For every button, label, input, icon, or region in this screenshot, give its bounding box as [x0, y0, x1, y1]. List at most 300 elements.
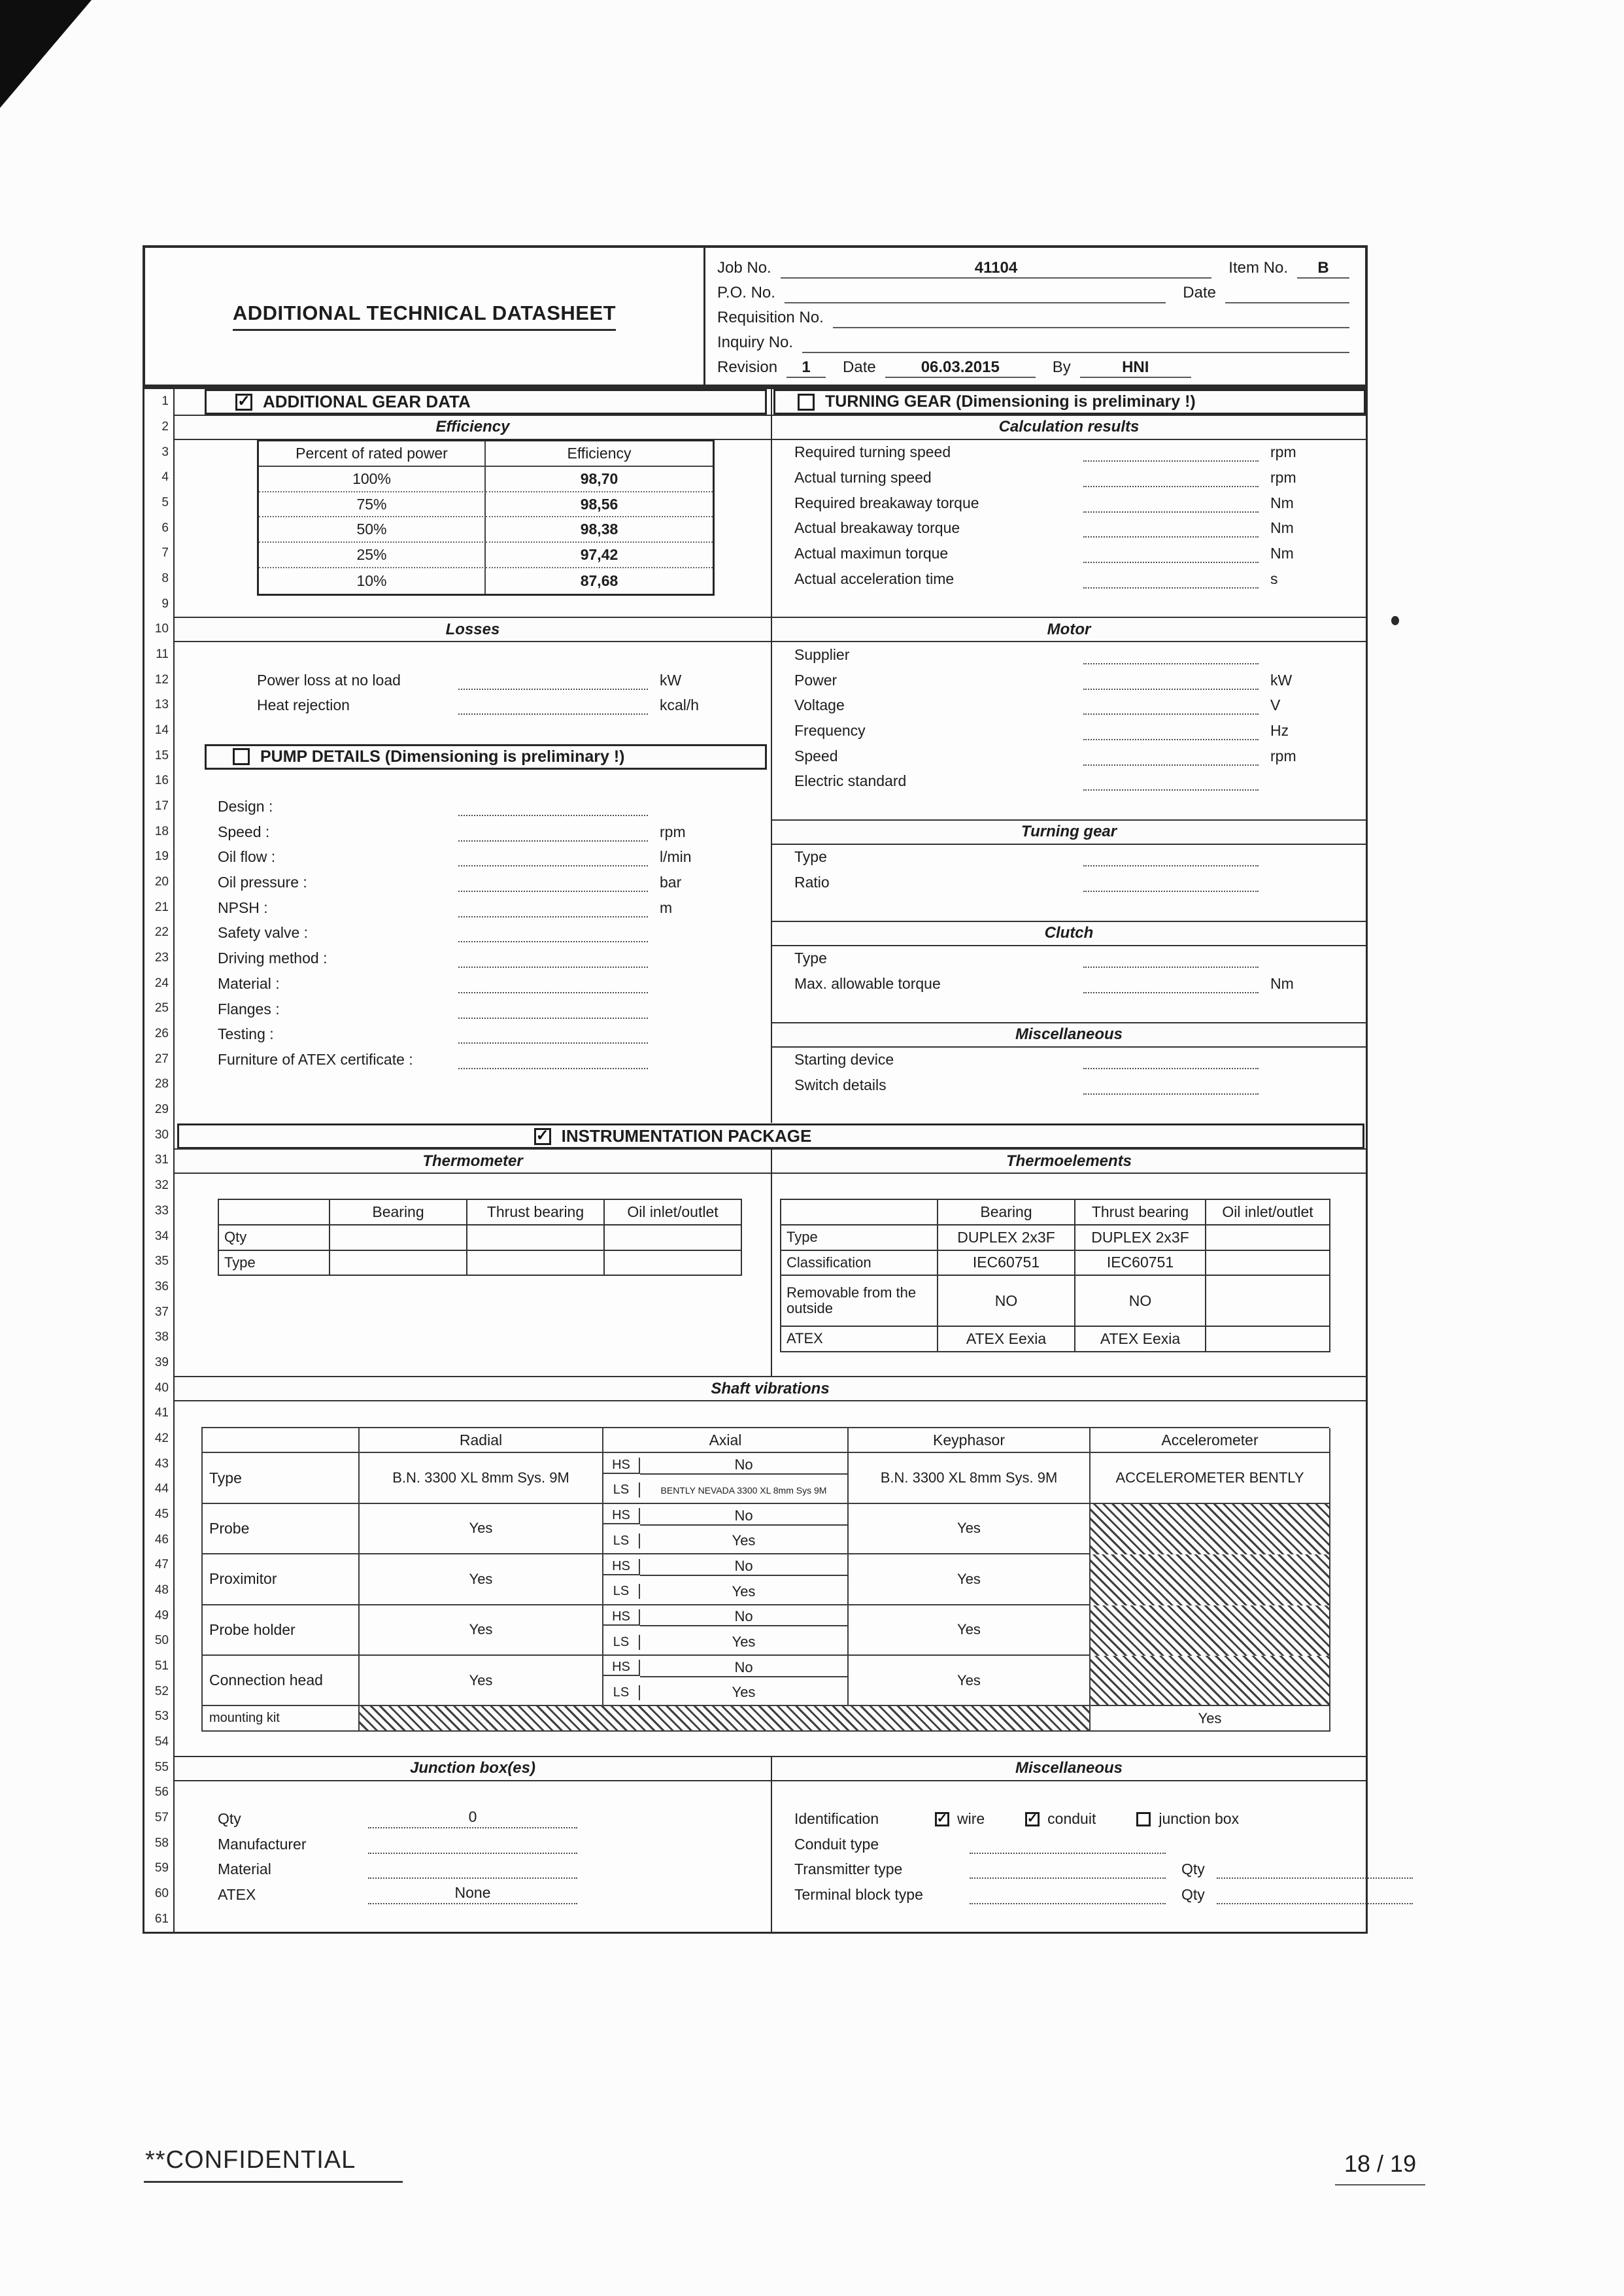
- field-line: [368, 1835, 577, 1854]
- row-number: 13: [154, 698, 169, 712]
- row-number: 34: [154, 1229, 169, 1243]
- axial-hs-label: HS: [603, 1660, 640, 1676]
- axial-ls-label: LS: [603, 1584, 640, 1599]
- field-label: Furniture of ATEX certificate :: [218, 1050, 413, 1068]
- table-column-header: Oil inlet/outlet: [1206, 1200, 1330, 1225]
- table-cell: IEC60751: [1075, 1251, 1206, 1277]
- row-number: 37: [154, 1305, 169, 1319]
- table-column-header: Bearing: [330, 1200, 467, 1225]
- shaft-column-header: Axial: [603, 1428, 849, 1454]
- shaft-column-header: Radial: [360, 1428, 603, 1454]
- table-cell: [1206, 1276, 1330, 1326]
- axial-ls-value: Yes: [732, 1583, 756, 1600]
- form-field-row: [218, 819, 771, 845]
- table-cell: NO: [1075, 1276, 1206, 1326]
- form-field-row: [794, 718, 1366, 744]
- scan-corner-artifact: [0, 0, 92, 108]
- axial-hs-value: No: [640, 1456, 847, 1475]
- row-number: 33: [154, 1203, 169, 1218]
- axial-ls-label: LS: [603, 1635, 640, 1650]
- field-line: [1083, 468, 1259, 487]
- efficiency-value-cell: 97,42: [486, 543, 713, 568]
- axial-hs-value: No: [640, 1507, 847, 1526]
- identification-option: [1136, 1810, 1239, 1828]
- efficiency-table: [257, 439, 715, 595]
- row-number: 8: [161, 572, 169, 586]
- miscellaneous-bottom-heading: Miscellaneous: [772, 1756, 1366, 1781]
- shaft-accelerometer-cell: Yes: [1091, 1706, 1330, 1732]
- by-value: HNI: [1122, 358, 1149, 376]
- document-header: [143, 245, 1368, 387]
- item-no-line: [1297, 259, 1349, 279]
- form-field-row: [794, 1072, 1366, 1098]
- losses-heading: Losses: [175, 617, 771, 642]
- axial-ls-value: Yes: [732, 1634, 756, 1651]
- efficiency-value-cell: 98,70: [486, 467, 713, 492]
- field-unit: Nm: [1270, 974, 1294, 992]
- row-number: 4: [161, 470, 169, 485]
- row-number: 41: [154, 1406, 169, 1420]
- field-label: Manufacturer: [218, 1835, 307, 1853]
- field-line: [458, 797, 648, 816]
- table-corner-cell: [219, 1200, 330, 1225]
- field-line: [1083, 772, 1259, 791]
- date-label: Date: [1183, 284, 1216, 301]
- row-number: 56: [154, 1785, 169, 1800]
- axial-hs-value: No: [640, 1608, 847, 1626]
- field-unit: rpm: [1270, 747, 1296, 764]
- table-cell: DUPLEX 2x3F: [938, 1225, 1075, 1251]
- field-label: Oil flow :: [218, 848, 276, 866]
- field-label: Actual maximun torque: [794, 544, 949, 562]
- thermometer-table: [218, 1199, 742, 1276]
- table-row-label: Classification: [781, 1251, 938, 1277]
- thermometer-heading: Thermometer: [175, 1148, 771, 1174]
- inquiry-no-line: [802, 334, 1349, 353]
- field-unit: Nm: [1270, 519, 1294, 537]
- row-number: 15: [154, 748, 169, 762]
- row-number: 22: [154, 925, 169, 940]
- junction-box-checkbox-icon: [1136, 1812, 1151, 1826]
- axial-hs-value: No: [640, 1659, 847, 1677]
- field-label: Qty: [218, 1810, 241, 1828]
- row-number: 35: [154, 1254, 169, 1269]
- field-line: [1083, 873, 1259, 892]
- requisition-no-line: [833, 309, 1349, 328]
- form-field-row: [794, 845, 1366, 870]
- form-field-row: [794, 439, 1366, 465]
- field-unit: l/min: [660, 848, 692, 866]
- field-unit: bar: [660, 874, 682, 891]
- field-line: [368, 1885, 577, 1904]
- field-label: Design :: [218, 798, 273, 815]
- axial-ls-label: LS: [603, 1685, 640, 1700]
- row-number: 23: [154, 951, 169, 965]
- table-row-label: Type: [219, 1251, 330, 1277]
- shaft-accelerometer-cell: [1091, 1656, 1330, 1706]
- row-number: 51: [154, 1658, 169, 1673]
- qty-label: Qty: [1181, 1886, 1205, 1904]
- form-field-row: [218, 1806, 771, 1832]
- field-line: [458, 873, 648, 892]
- row-number: 27: [154, 1052, 169, 1066]
- additional-gear-header: [205, 389, 767, 415]
- field-line: [1083, 544, 1259, 563]
- motor-fields: [772, 642, 1366, 794]
- junction-fields: [175, 1806, 771, 1908]
- form-field-row: [218, 870, 771, 895]
- row-number: 17: [154, 799, 169, 814]
- table-cell: DUPLEX 2x3F: [1075, 1225, 1206, 1251]
- field-line: [458, 949, 648, 968]
- document-title: ADDITIONAL TECHNICAL DATASHEET: [233, 301, 616, 331]
- shaft-row-label: mounting kit: [203, 1706, 360, 1732]
- row-number: 28: [154, 1077, 169, 1091]
- field-label: Speed: [794, 747, 838, 764]
- row-number: 53: [154, 1709, 169, 1724]
- field-line: [1083, 721, 1259, 740]
- field-line: [458, 1050, 648, 1069]
- row-number: 55: [154, 1760, 169, 1774]
- form-field-row: [794, 668, 1366, 693]
- field-unit: rpm: [660, 823, 686, 840]
- table-cell: [467, 1225, 605, 1251]
- form-field-row: [794, 515, 1366, 541]
- shaft-radial-cell: B.N. 3300 XL 8mm Sys. 9M: [360, 1453, 603, 1503]
- shaft-row-label: Connection head: [203, 1656, 360, 1706]
- date-line: [1225, 284, 1349, 303]
- instrumentation-title: INSTRUMENTATION PACKAGE: [561, 1126, 812, 1146]
- form-field-row: [218, 946, 771, 971]
- instrumentation-checkbox-icon: [534, 1128, 551, 1145]
- table-row-label: ATEX: [781, 1327, 938, 1352]
- row-number: 36: [154, 1279, 169, 1294]
- efficiency-power-cell: 50%: [259, 517, 486, 543]
- turning-gear-checkbox-icon: [798, 394, 815, 411]
- item-no-value: B: [1317, 259, 1329, 277]
- form-field-row: [218, 1021, 771, 1047]
- form-field-row: [794, 1832, 1366, 1857]
- shaft-axial-cell: [603, 1453, 849, 1503]
- header-fields: [705, 248, 1365, 385]
- row-number: 38: [154, 1330, 169, 1345]
- row-number: 18: [154, 824, 169, 838]
- field-line: [458, 974, 648, 993]
- clutch-heading: Clutch: [772, 921, 1366, 946]
- identification-options: [935, 1810, 1239, 1828]
- form-field-row: [257, 693, 771, 718]
- row-number: 47: [154, 1558, 169, 1572]
- shaft-accelerometer-cell: ACCELEROMETER BENTLY: [1091, 1453, 1330, 1503]
- field-line: [368, 1809, 577, 1828]
- clutch-fields: [772, 946, 1366, 996]
- row-number: 59: [154, 1861, 169, 1876]
- shaft-corner-cell: [203, 1428, 360, 1454]
- row-number: 9: [161, 596, 169, 611]
- field-unit: Nm: [1270, 544, 1294, 562]
- identification-row: [794, 1806, 1366, 1832]
- row-number: 12: [154, 672, 169, 687]
- revision-row: [717, 354, 1349, 378]
- po-no-label: P.O. No.: [717, 284, 775, 301]
- field-label: Material :: [218, 974, 280, 992]
- shaft-table: [201, 1427, 1329, 1732]
- row-number: 25: [154, 1001, 169, 1016]
- row-number: 32: [154, 1178, 169, 1193]
- table-cell: [1206, 1327, 1330, 1352]
- shaft-keyphasor-cell: Yes: [849, 1554, 1091, 1605]
- field-label: Transmitter type: [794, 1860, 903, 1878]
- field-line: [1083, 949, 1259, 968]
- shaft-axial-cell: [603, 1554, 849, 1605]
- job-no-line: [781, 259, 1212, 279]
- field-line: [1083, 519, 1259, 538]
- row-number: 50: [154, 1634, 169, 1648]
- efficiency-power-cell: 10%: [259, 568, 486, 594]
- field-line: [970, 1860, 1166, 1879]
- calculation-results-heading: Calculation results: [772, 415, 1366, 440]
- field-label: Heat rejection: [257, 696, 350, 714]
- field-label: Speed :: [218, 823, 270, 840]
- efficiency-value-cell: 98,38: [486, 517, 713, 543]
- shaft-radial-cell: Yes: [360, 1656, 603, 1706]
- qty-label: Qty: [1181, 1860, 1205, 1878]
- miscellaneous-heading: Miscellaneous: [772, 1022, 1366, 1048]
- field-label: Safety valve :: [218, 924, 309, 942]
- row-number: 6: [161, 521, 169, 535]
- field-label: Ratio: [794, 874, 830, 891]
- form-field-row: [794, 1047, 1366, 1072]
- row-number: 39: [154, 1355, 169, 1369]
- field-line: [1083, 1076, 1259, 1095]
- table-column-header: Oil inlet/outlet: [605, 1200, 742, 1225]
- field-unit: kcal/h: [660, 696, 700, 714]
- row-number: 5: [161, 496, 169, 510]
- table-cell: ATEX Eexia: [938, 1327, 1075, 1352]
- row-number: 48: [154, 1583, 169, 1597]
- revision-label: Revision: [717, 358, 778, 376]
- shaft-axial-cell: [603, 1656, 849, 1706]
- field-line: [1083, 443, 1259, 462]
- field-label: Required breakaway torque: [794, 494, 979, 511]
- table-cell: [1206, 1225, 1330, 1251]
- row-number: 26: [154, 1027, 169, 1041]
- field-unit: kW: [1270, 671, 1293, 689]
- by-line: [1080, 358, 1191, 378]
- row-number: 43: [154, 1456, 169, 1471]
- turning-gear-sub-heading: Turning gear: [772, 819, 1366, 845]
- row-number: 58: [154, 1836, 169, 1850]
- form-field-row: [218, 1857, 771, 1883]
- axial-hs-label: HS: [603, 1508, 640, 1524]
- table-cell: [605, 1225, 742, 1251]
- table-column-header: Thrust bearing: [1075, 1200, 1206, 1225]
- field-label: Flanges :: [218, 1000, 280, 1018]
- field-unit: m: [660, 899, 673, 916]
- row-number: 20: [154, 875, 169, 889]
- efficiency-value-cell: 98,56: [486, 492, 713, 518]
- field-unit: kW: [660, 671, 682, 689]
- checkbox-label: junction box: [1159, 1810, 1240, 1828]
- shaft-axial-cell: [603, 1605, 849, 1656]
- row-number: 24: [154, 976, 169, 990]
- pump-details-header: [205, 744, 767, 770]
- table-row-label: Removable from the outside: [781, 1276, 938, 1326]
- junction-boxes-heading: Junction box(es): [175, 1756, 771, 1781]
- table-corner-cell: [781, 1200, 938, 1225]
- shaft-column-header: Accelerometer: [1091, 1428, 1330, 1454]
- axial-ls-label: LS: [603, 1534, 640, 1549]
- row-number: 19: [154, 849, 169, 864]
- row-number: 45: [154, 1507, 169, 1521]
- miscellaneous-fields: [772, 1047, 1366, 1097]
- field-line: [458, 696, 648, 715]
- table-cell: [1206, 1251, 1330, 1277]
- identification-option: [935, 1810, 985, 1828]
- field-label: Type: [794, 848, 827, 866]
- row-number: 16: [154, 774, 169, 788]
- axial-hs-label: HS: [603, 1559, 640, 1575]
- shaft-row-label: Proximitor: [203, 1554, 360, 1605]
- shaft-radial-cell: Yes: [360, 1605, 603, 1656]
- requisition-no-label: Requisition No.: [717, 309, 824, 326]
- field-label: Terminal block type: [794, 1886, 923, 1904]
- qty-line: [1217, 1885, 1413, 1904]
- turning-gear-title: TURNING GEAR (Dimensioning is preliminary !): [825, 392, 1196, 411]
- axial-ls-value: BENTLY NEVADA 3300 XL 8mm Sys 9M: [660, 1484, 827, 1496]
- field-line: [1083, 645, 1259, 664]
- thermoelements-table: [780, 1199, 1330, 1352]
- row-number: 3: [161, 445, 169, 459]
- axial-hs-label: HS: [603, 1458, 640, 1474]
- main-frame: [143, 387, 1368, 1934]
- field-value: None: [454, 1884, 491, 1902]
- form-field-row: [218, 1047, 771, 1072]
- field-unit: rpm: [1270, 443, 1296, 461]
- field-label: Material: [218, 1860, 271, 1878]
- table-column-header: Thrust bearing: [467, 1200, 605, 1225]
- shaft-keyphasor-cell: B.N. 3300 XL 8mm Sys. 9M: [849, 1453, 1091, 1503]
- table-cell: [330, 1251, 467, 1277]
- row-number: 46: [154, 1532, 169, 1547]
- form-field-row: [218, 971, 771, 997]
- form-field-row: [794, 490, 1366, 516]
- po-no-line: [785, 284, 1166, 303]
- field-label: ATEX: [218, 1886, 256, 1904]
- form-field-row: [218, 921, 771, 946]
- shaft-column-header: Keyphasor: [849, 1428, 1091, 1454]
- efficiency-power-cell: 25%: [259, 543, 486, 568]
- table-row-label: Qty: [219, 1225, 330, 1251]
- miscellaneous-bottom-fields: [794, 1832, 1366, 1908]
- form-field-row: [794, 693, 1366, 718]
- axial-ls-value: Yes: [732, 1684, 756, 1701]
- requisition-row: [717, 304, 1349, 328]
- shaft-accelerometer-cell: [1091, 1605, 1330, 1656]
- page-number: 18 / 19: [1335, 2150, 1425, 2185]
- pump-details-title: PUMP DETAILS (Dimensioning is preliminary !): [260, 747, 625, 766]
- pump-fields: [175, 794, 771, 1072]
- form-field-row: [218, 845, 771, 870]
- form-field-row: [794, 946, 1366, 971]
- shaft-radial-cell: Yes: [360, 1554, 603, 1605]
- field-unit: rpm: [1270, 468, 1296, 486]
- pump-details-checkbox-icon: [233, 748, 250, 765]
- conduit-checkbox-icon: [1025, 1812, 1040, 1826]
- row-number: 61: [154, 1911, 169, 1926]
- efficiency-power-cell: 75%: [259, 492, 486, 518]
- row-number: 29: [154, 1103, 169, 1117]
- field-line: [368, 1860, 577, 1879]
- turning-gear-sub-fields: [772, 845, 1366, 895]
- field-label: Power loss at no load: [257, 671, 401, 689]
- revision-line: [787, 358, 826, 378]
- identification-option: [1025, 1810, 1096, 1828]
- revision-date-line: [885, 358, 1036, 378]
- form-field-row: [218, 1882, 771, 1908]
- item-no-label: Item No.: [1228, 259, 1288, 277]
- instrumentation-header: [177, 1123, 1364, 1149]
- field-label: Max. allowable torque: [794, 974, 941, 992]
- form-field-row: [794, 1857, 1366, 1883]
- form-field-row: [794, 465, 1366, 490]
- table-row-label: Type: [781, 1225, 938, 1251]
- table-cell: NO: [938, 1276, 1075, 1326]
- revision-date-value: 06.03.2015: [921, 358, 1000, 376]
- inquiry-row: [717, 329, 1349, 353]
- wire-checkbox-icon: [935, 1812, 949, 1826]
- form-field-row: [218, 895, 771, 921]
- shaft-axial-cell: [603, 1504, 849, 1554]
- field-unit: Hz: [1270, 721, 1289, 739]
- row-number-column: [144, 389, 175, 1932]
- po-no-row: [717, 279, 1349, 303]
- field-label: Testing :: [218, 1025, 274, 1043]
- row-number: 54: [154, 1734, 169, 1749]
- field-line: [458, 823, 648, 842]
- efficiency-power-cell: 100%: [259, 467, 486, 492]
- confidential-note: **CONFIDENTIAL: [144, 2146, 403, 2183]
- identification-label: Identification: [794, 1810, 879, 1828]
- axial-hs-label: HS: [603, 1609, 640, 1626]
- field-line: [1083, 974, 1259, 993]
- field-label: Conduit type: [794, 1835, 879, 1853]
- field-unit: V: [1270, 696, 1281, 714]
- title-cell: [145, 248, 705, 385]
- axial-ls-label: LS: [603, 1482, 640, 1498]
- table-cell: [605, 1251, 742, 1277]
- row-number: 42: [154, 1431, 169, 1445]
- shaft-keyphasor-cell: Yes: [849, 1504, 1091, 1554]
- shaft-keyphasor-cell: Yes: [849, 1605, 1091, 1656]
- miscellaneous-bottom-block: [772, 1806, 1366, 1908]
- field-line: [458, 1025, 648, 1044]
- column-divider: [771, 1148, 772, 1376]
- field-line: [1083, 1050, 1259, 1069]
- field-line: [970, 1835, 1166, 1854]
- efficiency-header: Efficiency: [486, 441, 713, 467]
- field-label: NPSH :: [218, 899, 268, 916]
- field-label: Frequency: [794, 721, 866, 739]
- field-label: Voltage: [794, 696, 845, 714]
- field-label: Power: [794, 671, 837, 689]
- motor-heading: Motor: [772, 617, 1366, 642]
- shaft-hatched-strip: [360, 1706, 1091, 1732]
- axial-hs-value: No: [640, 1558, 847, 1576]
- field-value: 0: [468, 1808, 477, 1826]
- field-label: Supplier: [794, 645, 850, 663]
- thermoelements-heading: Thermoelements: [772, 1148, 1366, 1174]
